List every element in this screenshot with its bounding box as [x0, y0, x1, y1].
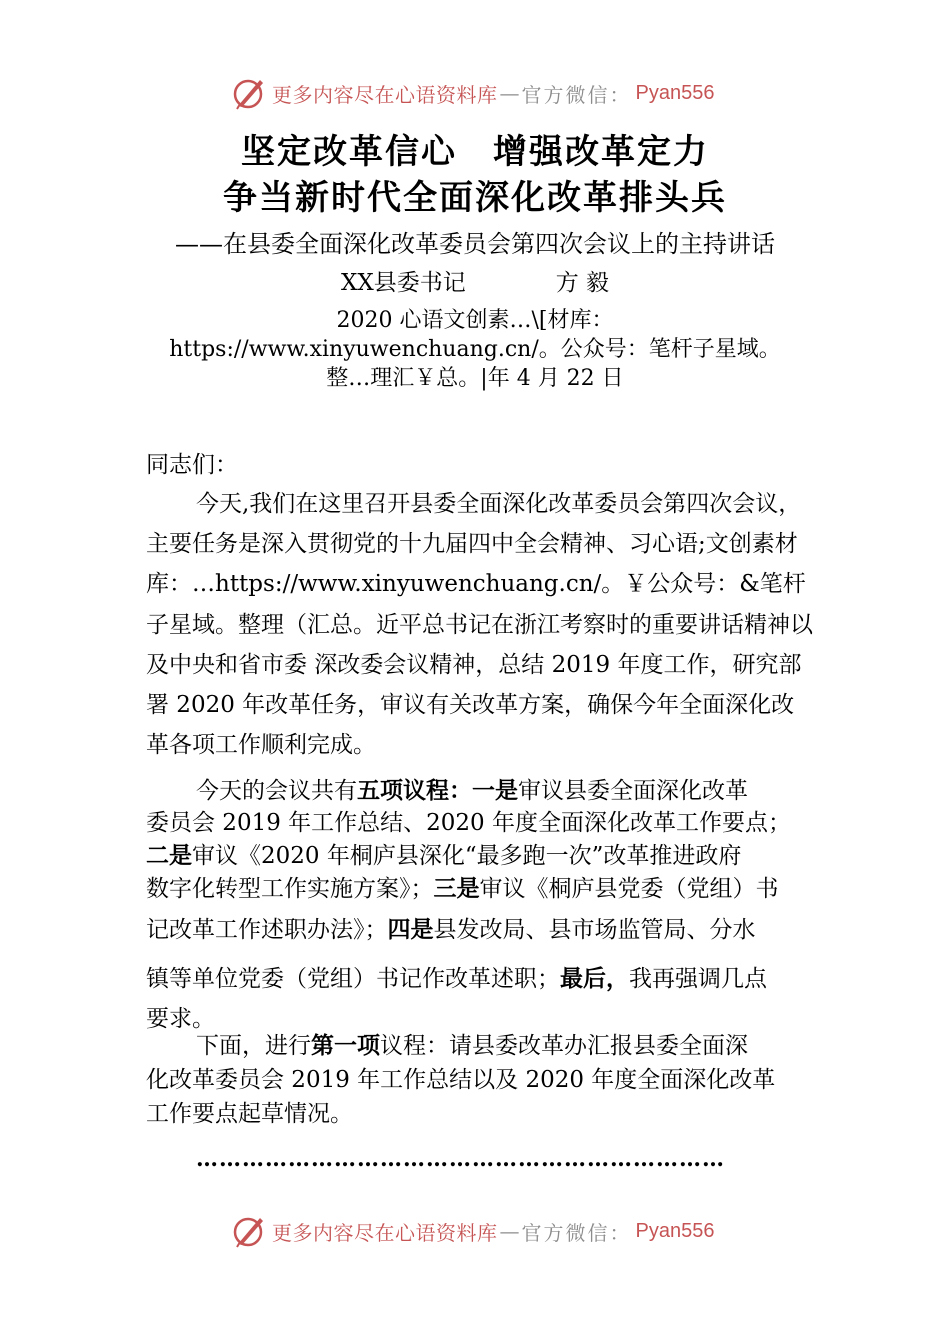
- agenda-highlight: 最后，: [560, 965, 629, 991]
- watermark-label: 官方微信：: [521, 82, 632, 107]
- agenda-highlight: 五项议程：一是: [357, 777, 518, 803]
- greeting: 同志们：: [146, 452, 238, 478]
- author-line: [0, 264, 950, 297]
- agenda-highlight: 二是: [146, 842, 192, 868]
- watermark-id: Pyan556: [635, 1219, 715, 1242]
- watermark-id: Pyan556: [635, 81, 715, 104]
- date-line: https://www.xinyuwenchuang.cn/。公众号：笔杆子星域。: [169, 337, 781, 362]
- paragraph-agenda: [146, 774, 816, 1035]
- document-title-line2: 争当新时代全面深化改革排头兵: [223, 178, 727, 218]
- document-subtitle: ——在县委全面深化改革委员会第四次会议上的主持讲话: [175, 230, 775, 258]
- agenda-line: 委员会 2019 年工作总结、2020 年度全面深化改革工作要点；: [146, 810, 791, 836]
- date-line: 2020 心语文创素…\[材库：: [336, 308, 614, 333]
- agenda-line: 数字化转型工作实施方案》；三是审议《桐庐县党委（党组）书: [146, 875, 779, 902]
- agenda-line: 今天的会议共有五项议程：一是审议县委全面深化改革: [196, 777, 748, 804]
- agenda-highlight: 四是: [387, 916, 434, 942]
- watermark-text: 更多内容尽在心语资料库: [272, 82, 498, 107]
- date-block: [0, 306, 950, 393]
- paragraph-first-item: [146, 1028, 816, 1131]
- watermark-separator: —: [499, 1219, 520, 1243]
- author-name: 方 毅: [555, 270, 610, 296]
- first-item-line: 化改革委员会 2019 年工作总结以及 2020 年度全面深化改革: [146, 1067, 776, 1093]
- date-line: 整…理汇￥总。|年 4 月 22 日: [326, 366, 624, 391]
- agenda-line: 要求。: [146, 1006, 215, 1032]
- first-item-line: 下面，进行第一项议程：请县委改革办汇报县委全面深: [196, 1032, 748, 1059]
- quill-logo-icon: [232, 76, 266, 110]
- watermark-label: 官方微信：: [521, 1220, 632, 1245]
- document-title-line1: 坚定改革信心 增强改革定力: [241, 132, 709, 172]
- paragraph-intro: 今天,我们在这里召开县委全面深化改革委员会第四次会议，主要任务是深入贯彻党的十九届四中全会精神、习心语;文创素材库：…https://www.xinyuwenchuang.cn/。￥公众号：&笔杆子星域。整理（汇总。近平总书记在浙江考察时的重要讲话精神以及中央和省市委 深改委会议精神，总结 2019 年度工作，研究部署 2020 年改革任务，审议有关改革方案，确保今年全面深化改革各项工作顺利完成。: [146, 491, 813, 759]
- first-item-highlight: 第一项: [311, 1032, 380, 1058]
- author-position: XX县委书记: [340, 270, 466, 296]
- watermark-separator: —: [499, 81, 520, 105]
- quill-logo-icon: [232, 1214, 266, 1248]
- watermark-footer: [232, 1214, 714, 1248]
- watermark-header: [232, 76, 714, 110]
- watermark-text: 更多内容尽在心语资料库: [272, 1220, 498, 1245]
- dotted-separator: ……………………………………………………………: [196, 1146, 725, 1172]
- agenda-line: 记改革工作述职办法》；四是县发改局、县市场监管局、分水: [146, 916, 756, 943]
- agenda-highlight: 三是: [433, 875, 480, 901]
- agenda-line: 镇等单位党委（党组）书记作改革述职；最后，我再强调几点: [146, 965, 767, 992]
- agenda-line: 二是审议《2020 年桐庐县深化“最多跑一次”改革推进政府: [146, 842, 742, 869]
- first-item-line: 工作要点起草情况。: [146, 1101, 353, 1127]
